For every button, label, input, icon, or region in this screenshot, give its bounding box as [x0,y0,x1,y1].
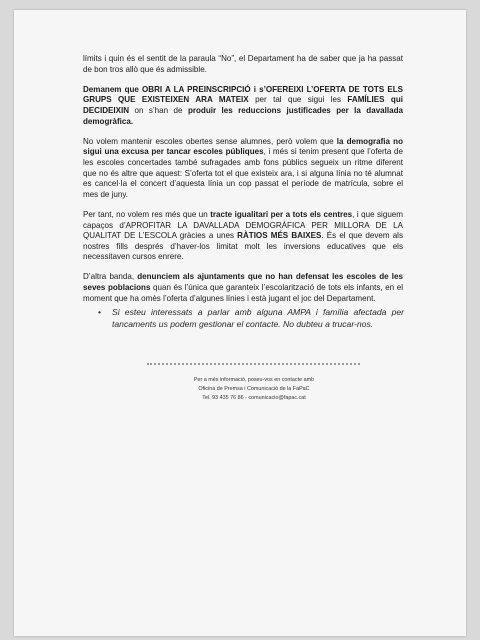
bold-text: FAMÍLIES qui DECIDEIXIN [83,95,403,115]
footer [174,376,334,403]
dotted-separator [147,363,360,365]
footer-line-1: Per a més informació, poseu-vos en contacte amb [193,377,315,383]
text-run: límits i quin és el sentit de la paraula “No”, el Departament ha de saber que ja ha passat de bon tros allò que és admissible. [83,54,403,74]
bold-text: tracte igualitari per a tots els centres [210,209,353,219]
bold-text: produir les reduccions justificades per la davallada demogràfica. [83,105,403,126]
footer-line-2: Oficina de Premsa i Comunicació de la FaPaC [198,385,310,392]
text-run: , i que siguem capaços d’APROFITAR LA DAVALLADA DEMOGRÀFICA PER MILLORA DE LA QUALITAT DE L’ESCOLA gràcies a unes [83,209,403,241]
contact-bullet [98,306,404,330]
paragraph-5 [83,272,403,304]
text-run: on s’han de [129,105,188,115]
text-run: . És el que devem als nostres fills després d’haver-los limitat molt les inversions educatives que els necessitaven cursos enrere. [83,231,403,262]
text-run: No volem mantenir escoles obertes sense alumnes, però volem que [83,136,337,146]
paragraph-1 [83,54,403,75]
document-page [14,10,466,636]
paragraph-4 [83,210,403,263]
paragraph-2 [83,85,403,127]
bold-text: denunciem als ajuntaments que no han defensat les escoles de les seves poblacions [83,272,403,293]
body-text [83,54,403,314]
bold-text: la demografia no sigui una excusa per tancar escoles públiques [83,136,403,157]
bullet-mark: • [98,307,102,317]
text-run: quan és l’única que garanteix l’escolarització de tots els infants, en el moment que ha omès l’oferta d’algunes línies i està jugant el joc del Departament. [83,283,403,303]
text-run: , i més si tenim present que l’oferta de les escoles concertades també sufragades amb fons públics segueix un ritme diferent que no és altre que aquest: S’oferta tot el que existeix ara, i si alguna línia no té alumnat es cancel·la el concert d’aquesta línia un cop passat el període de matrícula, sobre el mes de juny. [83,147,403,199]
footer-line-3: Tel. 93 435 76 86 - comunicacio@fapac.cat [202,394,306,401]
text-run: per tal que sigui les [248,95,348,105]
text-run: D’altra banda, [83,272,138,282]
paragraph-3 [83,137,403,201]
bold-text: RÀTIOS MÉS BAIXES [237,231,322,241]
bullet-text: Si esteu interessats a parlar amb alguna AMPA i família afectada per tancaments us podem gestionar el contacte. No dubteu a trucar-nos. [112,307,404,330]
bold-text: Demanem que OBRI A LA PREINSCRIPCIÓ i s’OFEREIXI L’OFERTA DE TOTS ELS GRUPS QUE EXISTEIXEN ARA MATEIX [83,84,403,105]
text-run: Per tant, no volem res més que un [83,209,211,219]
